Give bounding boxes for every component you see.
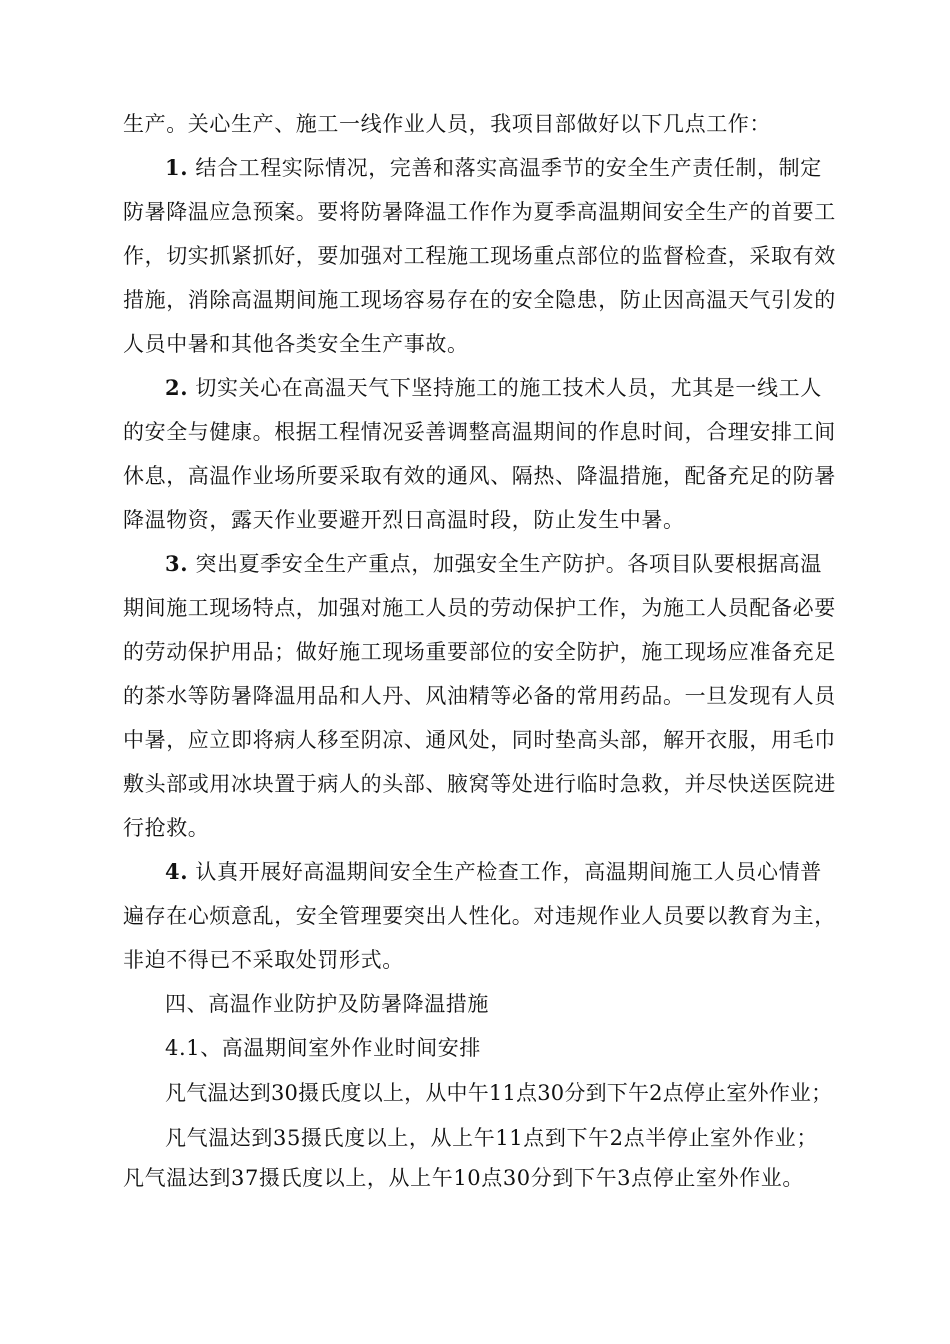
list-item-text: 切实关心在高温天气下坚持施工的施工技术人员，尤其是一线工人 xyxy=(195,376,822,400)
list-item-text: 认真开展好高温期间安全生产检查工作，高温期间施工人员心情普 xyxy=(195,860,822,884)
list-item-text: 的茶水等防暑降温用品和人丹、风油精等必备的常用药品。一旦发现有人员 xyxy=(123,684,836,708)
list-item-text: 人员中暑和其他各类安全生产事故。 xyxy=(123,332,469,356)
list-item-text: 降温物资，露天作业要避开烈日高温时段，防止发生中暑。 xyxy=(123,508,685,532)
item-number: 4. xyxy=(165,859,189,884)
list-item-2-first-line xyxy=(0,373,950,403)
list-item-text: 行抢救。 xyxy=(123,816,210,840)
list-item-text: 突出夏季安全生产重点，加强安全生产防护。各项目队要根据高温 xyxy=(195,552,822,576)
list-item-text: 期间施工现场特点，加强对施工人员的劳动保护工作，为施工人员配备必要 xyxy=(123,596,836,620)
list-item-text: 的安全与健康。根据工程情况妥善调整高温期间的作息时间，合理安排工间 xyxy=(123,420,836,444)
list-item-text: 遍存在心烦意乱，安全管理要突出人性化。对违规作业人员要以教育为主， xyxy=(123,904,836,928)
list-item-text: 非迫不得已不采取处罚形式。 xyxy=(123,948,404,972)
rule-line-3: 凡气温达到37摄氏度以上，从上午10点30分到下午3点停止室外作业。 xyxy=(123,1166,804,1190)
rule-line-2: 凡气温达到35摄氏度以上，从上午11点到下午2点半停止室外作业； xyxy=(165,1126,819,1150)
item-number: 3. xyxy=(165,551,189,576)
item-number: 2. xyxy=(165,375,189,400)
list-item-text: 结合工程实际情况，完善和落实高温季节的安全生产责任制，制定 xyxy=(195,156,822,180)
list-item-text: 中暑，应立即将病人移至阴凉、通风处，同时垫高头部，解开衣服，用毛巾 xyxy=(123,728,836,752)
list-item-text: 敷头部或用冰块置于病人的头部、腋窝等处进行临时急救，并尽快送医院进 xyxy=(123,772,836,796)
list-item-3-first-line xyxy=(0,549,950,579)
section-heading: 四、高温作业防护及防暑降温措施 xyxy=(165,992,489,1016)
list-item-4-first-line xyxy=(0,857,950,887)
subsection-heading: 4.1、高温期间室外作业时间安排 xyxy=(165,1036,481,1060)
item-number: 1. xyxy=(165,155,189,180)
list-item-text: 作，切实抓紧抓好，要加强对工程施工现场重点部位的监督检查，采取有效 xyxy=(123,244,836,268)
list-item-text: 的劳动保护用品；做好施工现场重要部位的安全防护，施工现场应准备充足 xyxy=(123,640,836,664)
intro-line: 生产。关心生产、施工一线作业人员，我项目部做好以下几点工作： xyxy=(123,112,771,136)
list-item-text: 防暑降温应急预案。要将防暑降温工作作为夏季高温期间安全生产的首要工 xyxy=(123,200,836,224)
list-item-text: 措施，消除高温期间施工现场容易存在的安全隐患，防止因高温天气引发的 xyxy=(123,288,836,312)
list-item-text: 休息，高温作业场所要采取有效的通风、隔热、降温措施，配备充足的防暑 xyxy=(123,464,836,488)
rule-line-1: 凡气温达到30摄氏度以上，从中午11点30分到下午2点停止室外作业； xyxy=(165,1081,833,1105)
list-item-1-first-line xyxy=(0,153,950,183)
